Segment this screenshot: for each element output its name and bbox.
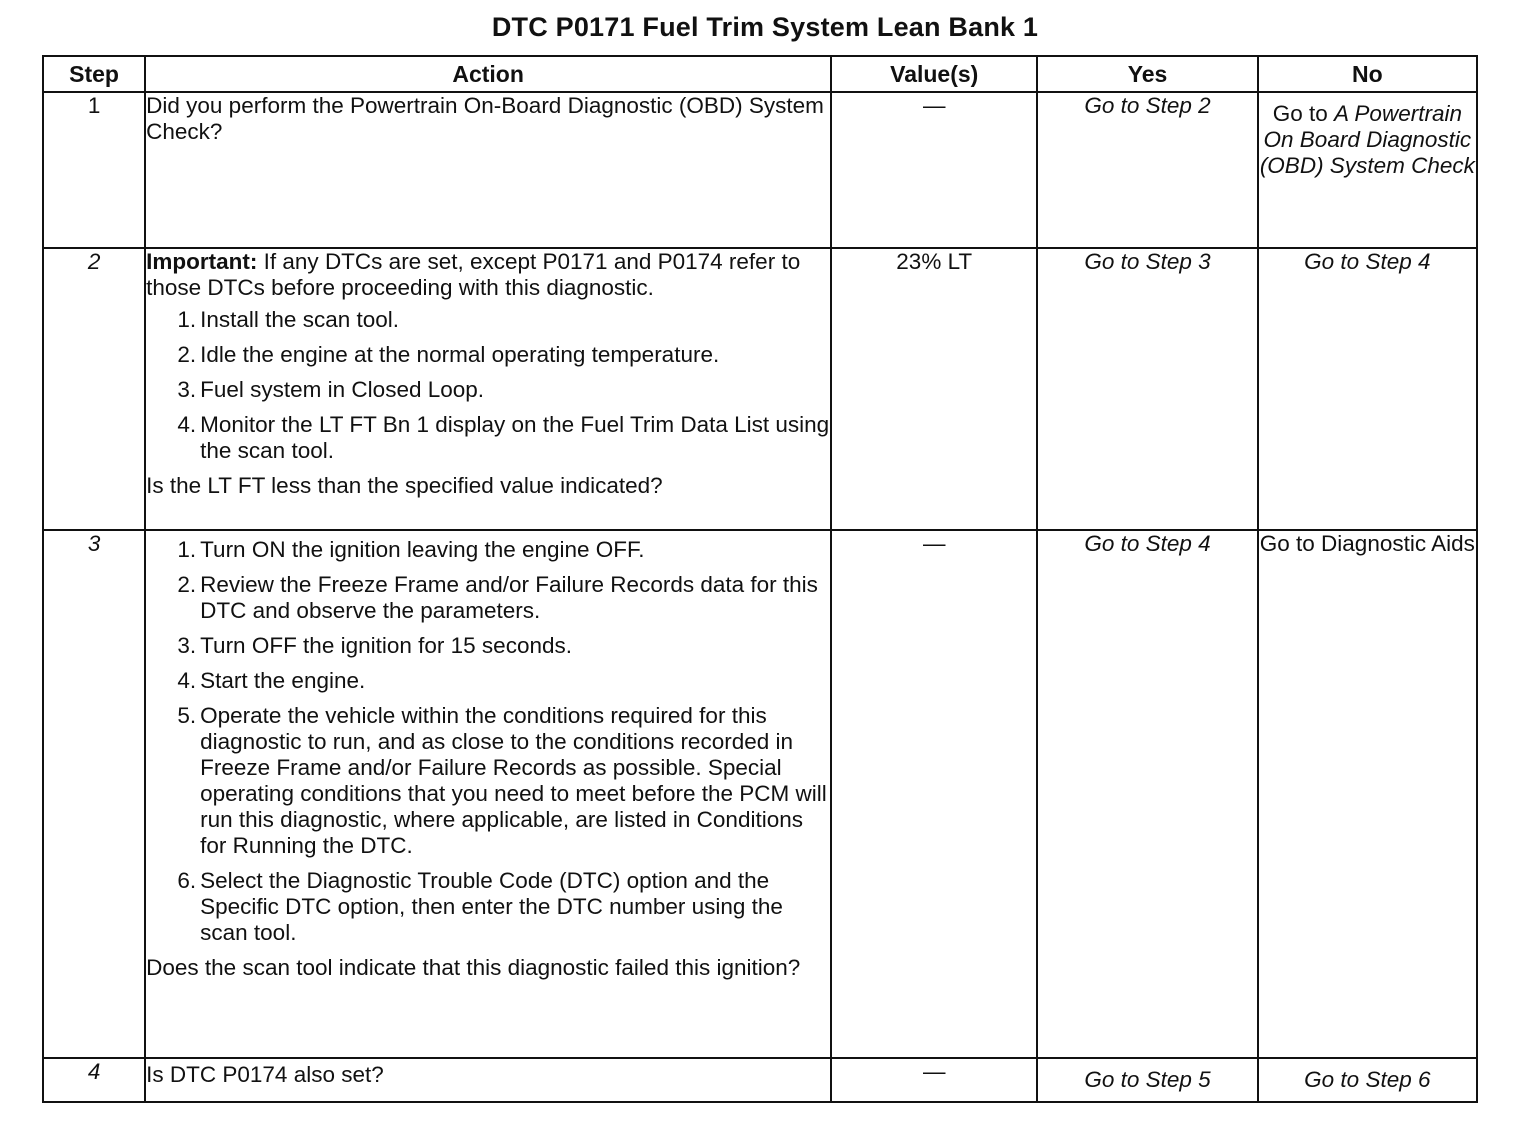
table-row [43, 92, 1477, 248]
no-goto-link[interactable]: A Powertrain On Board Diagnostic (OBD) System Check [1259, 101, 1475, 178]
value-cell: — [831, 92, 1037, 248]
list-item-text: Operate the vehicle within the conditions required for this diagnostic to run, and as close to the conditions recorded in Freeze Frame and/or Failure Records as possible. Special operating conditions that you need to meet before the PCM will run this diagnostic, where applicable, are listed in Conditions for Running the DTC. [200, 703, 827, 858]
list-item [178, 703, 830, 859]
no-cell [1258, 248, 1477, 530]
list-item-number: 5. [177, 703, 197, 728]
page-title: DTC P0171 Fuel Trim System Lean Bank 1 [491, 12, 1039, 42]
important-text: If any DTCs are set, except P0171 and P0174 refer to those DTCs before proceeding with this diagnostic. [146, 249, 801, 300]
yes-goto-link[interactable]: Go to Step 2 [1084, 93, 1211, 118]
list-item-number: 1. [177, 307, 197, 332]
list-item-number: 4. [177, 412, 197, 437]
list-item-text: Monitor the LT FT Bn 1 display on the Fuel Trim Data List using the scan tool. [200, 412, 830, 463]
list-item [178, 537, 830, 563]
step-number: 4 [43, 1058, 145, 1102]
list-item [178, 377, 830, 403]
important-note [146, 249, 830, 301]
header-values: Value(s) [831, 56, 1037, 92]
list-item [178, 412, 830, 464]
list-item-text: Turn ON the ignition leaving the engine OFF. [200, 537, 645, 562]
header-row [43, 56, 1477, 92]
important-label: Important: [146, 249, 258, 274]
list-item-text: Idle the engine at the normal operating temperature. [200, 342, 720, 367]
procedure-list [146, 537, 830, 946]
step-question: Is DTC P0174 also set? [146, 1062, 384, 1087]
step-number: 3 [43, 530, 145, 1058]
list-item-number: 2. [177, 572, 197, 597]
list-item [178, 307, 830, 333]
list-item-number: 2. [177, 342, 197, 367]
list-item-text: Fuel system in Closed Loop. [200, 377, 485, 402]
action-cell [145, 248, 831, 530]
action-cell [145, 92, 831, 248]
list-item-text: Select the Diagnostic Trouble Code (DTC) option and the Specific DTC option, then enter the DTC number using the scan tool. [200, 868, 783, 945]
list-item [178, 668, 830, 694]
action-cell [145, 530, 831, 1058]
yes-goto-link[interactable]: Go to Step 5 [1084, 1067, 1211, 1092]
header-step: Step [43, 56, 145, 92]
no-goto-link[interactable]: Go to Step 4 [1304, 249, 1431, 274]
table-row [43, 248, 1477, 530]
header-yes: Yes [1037, 56, 1257, 92]
action-cell [145, 1058, 831, 1102]
yes-cell [1037, 92, 1257, 248]
list-item-number: 1. [177, 537, 197, 562]
list-item-text: Start the engine. [200, 668, 366, 693]
list-item-number: 3. [177, 633, 197, 658]
list-item [178, 868, 830, 946]
table-row [43, 1058, 1477, 1102]
value-cell: 23% LT [831, 248, 1037, 530]
no-cell [1258, 92, 1477, 248]
list-item-text: Review the Freeze Frame and/or Failure Records data for this DTC and observe the parameters. [200, 572, 818, 623]
no-cell [1258, 530, 1477, 1058]
no-goto-prefix: Go to [1272, 101, 1328, 126]
step-number: 1 [43, 92, 145, 248]
value-cell: — [831, 1058, 1037, 1102]
value-cell: — [831, 530, 1037, 1058]
header-no: No [1258, 56, 1477, 92]
yes-cell [1037, 530, 1257, 1058]
table-row [43, 530, 1477, 1058]
step-question: Did you perform the Powertrain On-Board Diagnostic (OBD) System Check? [146, 93, 824, 144]
list-item [178, 633, 830, 659]
list-item [178, 572, 830, 624]
step-question: Does the scan tool indicate that this diagnostic failed this ignition? [146, 955, 801, 980]
list-item-text: Turn OFF the ignition for 15 seconds. [200, 633, 572, 658]
yes-cell [1037, 248, 1257, 530]
list-item-text: Install the scan tool. [200, 307, 400, 332]
no-goto-link[interactable]: Go to Step 6 [1304, 1067, 1431, 1092]
list-item-number: 3. [177, 377, 197, 402]
no-goto-link[interactable]: Go to Diagnostic Aids [1259, 531, 1475, 556]
procedure-list [146, 307, 830, 464]
diagnostic-table [42, 55, 1478, 1103]
yes-goto-link[interactable]: Go to Step 3 [1084, 249, 1211, 274]
list-item [178, 342, 830, 368]
step-number: 2 [43, 248, 145, 530]
no-cell [1258, 1058, 1477, 1102]
yes-cell [1037, 1058, 1257, 1102]
step-question: Is the LT FT less than the specified value indicated? [146, 473, 663, 498]
yes-goto-link[interactable]: Go to Step 4 [1084, 531, 1211, 556]
header-action: Action [145, 56, 831, 92]
list-item-number: 4. [177, 668, 197, 693]
list-item-number: 6. [177, 868, 197, 893]
